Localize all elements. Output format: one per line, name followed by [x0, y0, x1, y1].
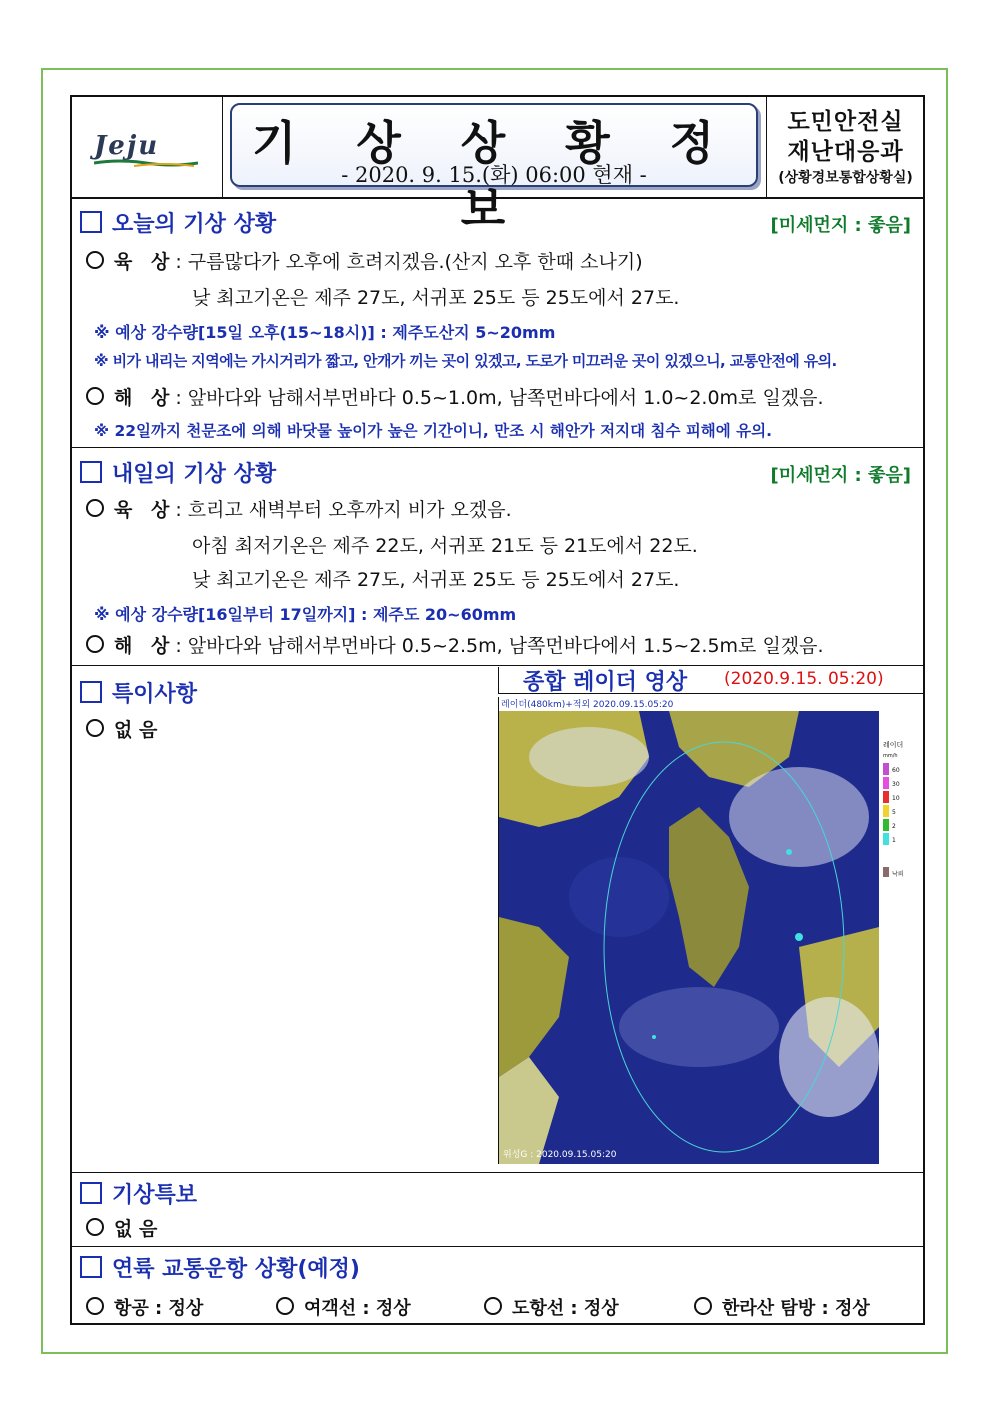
dept-division: 재난대응과 [787, 139, 904, 165]
legend-unit: mm/h [883, 753, 898, 759]
transport-heading: 연륙 교통운항 상황(예정) [80, 1252, 360, 1283]
bullet-circle-icon [86, 1297, 104, 1315]
bullet-circle-icon [86, 635, 104, 653]
logo-text: Jeju [94, 131, 160, 161]
radar-title: 종합 레이더 영상 (2020.9.15. 05:20) [498, 667, 924, 694]
tomorrow-min-temp: 아침 최저기온은 제주 22도, 서귀포 21도 등 21도에서 22도. [192, 535, 698, 557]
bullet-circle-icon [86, 719, 104, 737]
page-title: 기 상 상 황 정 보 [251, 116, 737, 236]
today-land-temp: 낮 최고기온은 제주 27도, 서귀포 25도 등 25도에서 27도. [192, 287, 680, 309]
logo-wave-icon [94, 159, 198, 167]
checkbox-icon [80, 1256, 102, 1278]
tomorrow-section [72, 449, 923, 666]
department [766, 97, 924, 197]
bullet-circle-icon [484, 1297, 502, 1315]
tomorrow-heading: 내일의 기상 상황 [80, 457, 276, 488]
legend-value: 5 [892, 809, 896, 816]
bullet-circle-icon [276, 1297, 294, 1315]
tomorrow-sea: 해 상: 앞바다와 남해서부먼바다 0.5~2.5m, 남쪽먼바다에서 1.5~2.5m로 일겠음. [86, 631, 824, 658]
title-box [230, 103, 758, 236]
transport-ferry: 여객선 : 정상 [276, 1294, 411, 1320]
warning-heading: 기상특보 [80, 1178, 197, 1209]
tomorrow-dust: [미세먼지 : 좋음] [770, 465, 911, 486]
legend-lightning: 낙뢰 [892, 871, 904, 878]
legend-value: 2 [892, 823, 896, 830]
legend-value: 10 [892, 795, 900, 802]
warning-item: 없 음 [86, 1214, 157, 1241]
today-section [72, 199, 923, 448]
tomorrow-land: 육 상: 흐리고 새벽부터 오후까지 비가 오겠음. [86, 495, 512, 522]
special-item: 없 음 [86, 715, 157, 742]
warning-section [72, 1174, 923, 1247]
transport-section [72, 1248, 923, 1323]
bullet-circle-icon [86, 1218, 104, 1236]
radar-map [499, 697, 906, 1164]
radar-image [498, 697, 906, 1164]
dept-room: (상황경보통합상황실) [778, 170, 913, 186]
tomorrow-rain-note: ※ 예상 강수량[16일부터 17일까지] : 제주도 20~60mm [94, 605, 517, 624]
today-heading: 오늘의 기상 상황 [80, 207, 276, 238]
checkbox-icon [80, 211, 102, 233]
legend-value: 30 [892, 781, 900, 788]
radar-footer: 위성G : 2020.09.15.05:20 [503, 1150, 617, 1160]
checkbox-icon [80, 681, 102, 703]
bullet-circle-icon [694, 1297, 712, 1315]
today-dust: [미세먼지 : 좋음] [770, 215, 911, 236]
special-section [72, 667, 923, 1173]
today-rain-note: ※ 예상 강수량[15일 오후(15~18시)] : 제주도산지 5~20mm [94, 323, 556, 342]
legend-value: 60 [892, 767, 900, 774]
radar-caption: 레이더(480km)+적외 2020.09.15.05:20 [501, 700, 674, 710]
dept-name: 도민안전실 [787, 109, 904, 135]
today-warning-note: ※ 비가 내리는 지역에는 가시거리가 짧고, 안개가 끼는 곳이 있겠고, 도로가 미끄러운 곳이 있겠으니, 교통안전에 유의. [94, 352, 837, 370]
special-heading: 특이사항 [80, 677, 197, 708]
checkbox-icon [80, 461, 102, 483]
bullet-circle-icon [86, 387, 104, 405]
today-land: 육 상: 구름많다가 오후에 흐려지겠음.(산지 오후 한때 소나기) [86, 247, 643, 274]
transport-island-ferry: 도항선 : 정상 [484, 1294, 619, 1320]
bullet-circle-icon [86, 251, 104, 269]
transport-air: 항공 : 정상 [86, 1294, 203, 1320]
weather-report [70, 95, 925, 1325]
jeju-logo [72, 97, 223, 197]
today-sea: 해 상: 앞바다와 남해서부먼바다 0.5~1.0m, 남쪽먼바다에서 1.0~2.0m로 일겠음. [86, 383, 824, 410]
bullet-circle-icon [86, 499, 104, 517]
legend-title: 레이더 [883, 741, 904, 749]
legend-value: 1 [892, 837, 896, 844]
transport-hallasan: 한라산 탐방 : 정상 [694, 1294, 870, 1320]
today-tide-note: ※ 22일까지 천문조에 의해 바닷물 높이가 높은 기간이니, 만조 시 해안가 저지대 침수 피해에 유의. [94, 422, 772, 440]
tomorrow-max-temp: 낮 최고기온은 제주 27도, 서귀포 25도 등 25도에서 27도. [192, 569, 680, 591]
checkbox-icon [80, 1182, 102, 1204]
report-date: - 2020. 9. 15.(화) 06:00 현재 - [341, 163, 647, 187]
